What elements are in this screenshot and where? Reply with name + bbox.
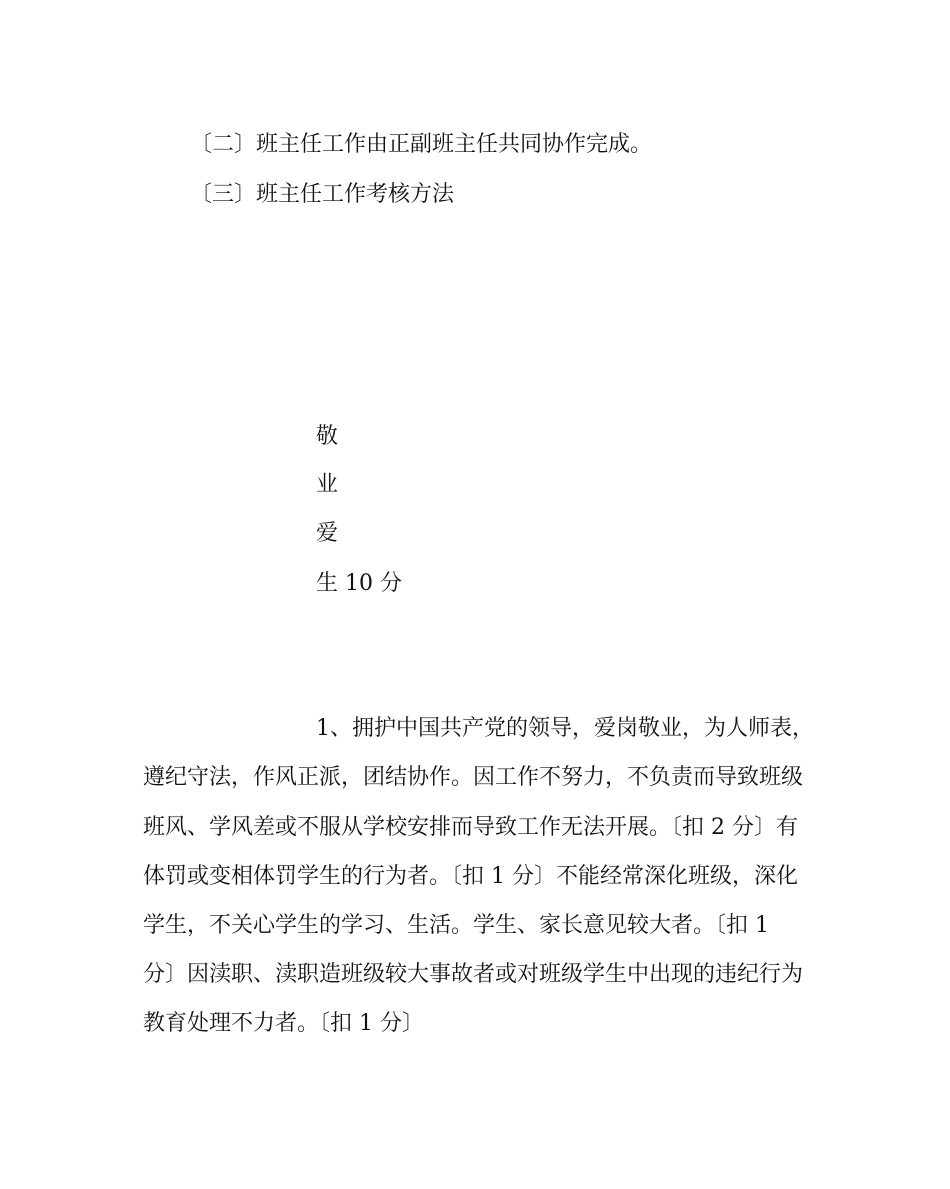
section-heading-3: 〔三〕班主任工作考核方法: [190, 182, 455, 207]
paragraph-line: 学生，不关心学生的学习、生活。学生、家长意见较大者。〔扣 1: [143, 913, 769, 938]
category-char-3: 爱: [316, 521, 339, 546]
paragraph-line: 班风、学风差或不服从学校安排而导致工作无法开展。〔扣 2 分〕有: [143, 815, 798, 840]
paragraph-line: 体罚或变相体罚学生的行为者。〔扣 1 分〕不能经常深化班级，深化: [143, 864, 798, 889]
paragraph-line: 教育处理不力者。〔扣 1 分〕: [143, 1011, 424, 1036]
category-char-4-score: 生 10 分: [316, 571, 402, 596]
category-char-2: 业: [316, 472, 339, 497]
paragraph-line: 分〕因渎职、渎职造班级较大事故者或对班级学生中出现的违纪行为: [143, 962, 804, 987]
category-char-1: 敬: [316, 424, 339, 449]
section-heading-2: 〔二〕班主任工作由正副班主任共同协作完成。: [190, 132, 653, 157]
paragraph-line: 1、拥护中国共产党的领导，爱岗敬业，为人师表，: [316, 716, 814, 741]
paragraph-line: 遵纪守法，作风正派，团结协作。因工作不努力，不负责而导致班级: [143, 765, 804, 790]
